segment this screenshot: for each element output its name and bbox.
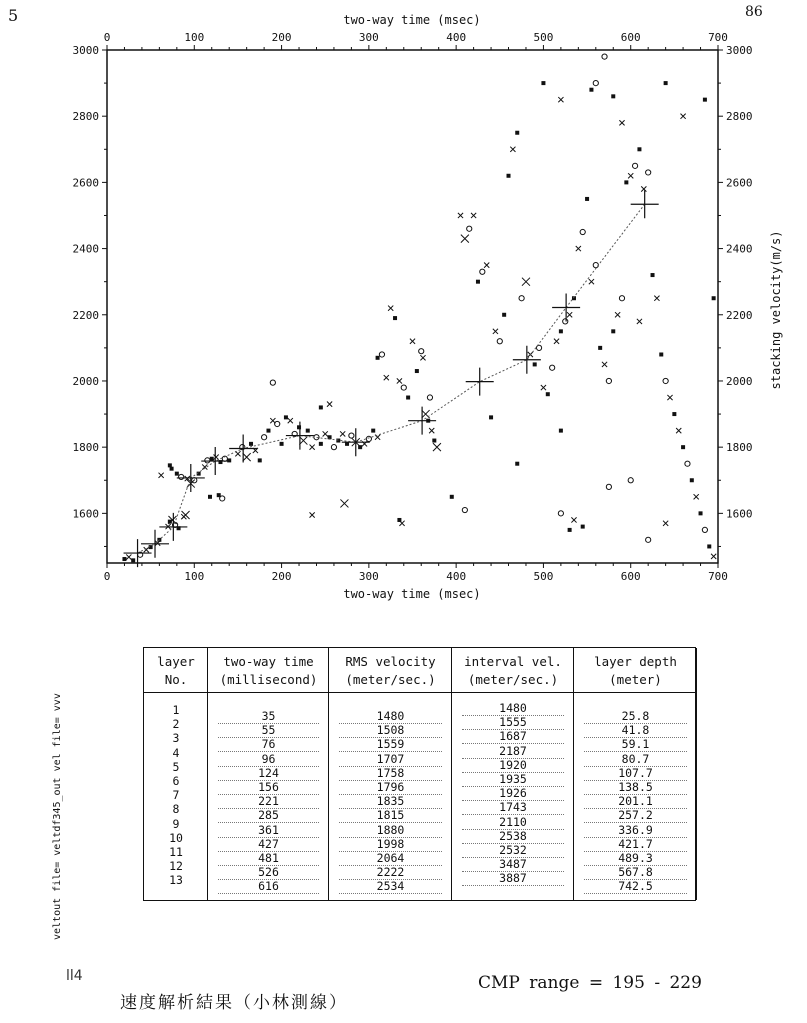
table-cell: 361: [258, 822, 279, 837]
scatter-point: [598, 346, 602, 350]
table-cell: 138.5: [618, 780, 653, 794]
scatter-point: [429, 428, 434, 433]
table-cell: 156: [258, 780, 279, 794]
table-cell: 1758: [376, 765, 405, 780]
table-cell: 2064: [376, 851, 405, 865]
x-tick-label-bottom: 200: [271, 570, 292, 583]
x-tick-label-bottom: 700: [708, 570, 728, 583]
table-cell: 1559: [376, 737, 405, 752]
table-cell: 1926: [499, 786, 527, 801]
x-tick-label-top: 600: [620, 31, 641, 44]
table-cell: 489.3: [618, 851, 653, 865]
table-cell: 25.8: [621, 709, 650, 723]
scatter-point: [214, 454, 219, 459]
table-row-leader: [584, 893, 687, 894]
scatter-point: [502, 313, 506, 317]
scatter-point: [541, 385, 546, 390]
scatter-point: [619, 120, 624, 125]
column-header-line1: RMS velocity: [345, 654, 436, 669]
table-cell: 1920: [499, 757, 527, 772]
scatter-point: [471, 213, 476, 218]
table-cell: 2534: [376, 879, 405, 894]
picked-velocity-marker: [631, 190, 659, 218]
y-tick-label-right: 3000: [726, 44, 753, 57]
scatter-point: [558, 97, 563, 102]
scatter-point: [567, 312, 572, 317]
scatter-point: [571, 517, 576, 522]
scatter-point: [646, 537, 651, 542]
scatter-point: [310, 445, 315, 450]
scatter-point: [507, 174, 511, 178]
scatter-point: [637, 319, 642, 324]
plot-frame: [107, 50, 718, 563]
picked-velocity-marker: [513, 346, 541, 374]
y-tick-label-right: 1600: [726, 507, 753, 521]
scatter-point: [672, 412, 676, 416]
table-cell: 1743: [499, 800, 527, 815]
y-tick-label-left: 1600: [72, 507, 99, 521]
column-header-line2: (meter): [609, 672, 662, 687]
scatter-point: [319, 405, 323, 409]
table-cell: 124: [258, 765, 279, 780]
scatter-point: [220, 496, 225, 501]
scatter-point: [384, 375, 389, 380]
scatter-point: [581, 525, 585, 529]
scatter-point: [388, 306, 393, 311]
scatter-point: [559, 329, 563, 333]
scatter-point: [628, 173, 633, 178]
table-cell: 2187: [499, 743, 527, 758]
scatter-point: [659, 352, 663, 356]
scatter-point: [476, 280, 480, 284]
scatter-point: [515, 462, 519, 466]
scatter-point: [493, 329, 498, 334]
scatter-point: [340, 431, 345, 436]
scatter-point: [663, 378, 668, 383]
y-axis-label-right: stacking velocity(m/s): [769, 230, 783, 390]
scatter-point: [576, 246, 581, 251]
scatter-point: [340, 499, 348, 507]
column-header-line2: No.: [164, 672, 188, 687]
scatter-point: [711, 554, 716, 559]
scatter-point: [461, 235, 469, 243]
scatter-point: [707, 544, 711, 548]
column-header-line1: two-way time: [223, 654, 314, 669]
scatter-point: [541, 81, 545, 85]
scatter-point: [288, 418, 293, 423]
column-header-line2: (meter/sec.): [467, 672, 559, 687]
x-tick-label-top: 700: [708, 31, 728, 44]
x-tick-label-bottom: 100: [184, 570, 205, 583]
table-cell: 1480: [376, 709, 405, 723]
table-cell: 285: [258, 808, 279, 823]
scatter-point: [284, 415, 288, 419]
table-cell: 7: [172, 788, 180, 803]
x-tick-label-bottom: 500: [533, 570, 554, 583]
table-cell: 5: [172, 759, 180, 774]
y-tick-label-left: 3000: [72, 44, 99, 57]
table-cell: 1: [172, 703, 180, 717]
table-cell: 13: [169, 873, 183, 888]
scatter-point: [349, 433, 354, 438]
scatter-point: [563, 319, 568, 324]
scatter-point: [611, 94, 615, 98]
scatter-point: [558, 511, 563, 516]
table-cell: 2532: [499, 843, 527, 857]
scatter-point: [637, 147, 641, 151]
scatter-point: [249, 442, 253, 446]
table-cell: 2: [172, 717, 180, 732]
scatter-point: [593, 80, 598, 85]
scatter-point: [393, 316, 397, 320]
scatter-point: [314, 435, 319, 440]
x-tick-label-bottom: 0: [103, 570, 111, 583]
table-cell: 41.8: [621, 723, 650, 738]
x-tick-label-top: 0: [103, 31, 111, 44]
side-file-label: veltout file= veltdf345_out vel file= vvv: [52, 693, 63, 940]
handwritten-mark: ll4: [66, 968, 83, 984]
y-tick-label-left: 2400: [72, 242, 99, 256]
scatter-point: [258, 458, 262, 462]
table-cell: 3487: [499, 857, 527, 872]
scatter-point: [606, 378, 611, 383]
table-cell: 1480: [499, 701, 527, 715]
scatter-point: [170, 467, 174, 471]
scatter-point: [619, 296, 624, 301]
y-tick-label-left: 1800: [72, 441, 99, 455]
scatter-point: [699, 511, 703, 515]
table-cell: 567.8: [618, 865, 653, 880]
column-header-line1: layer: [157, 654, 195, 669]
column-header-line1: interval vel.: [464, 654, 562, 669]
scatter-point: [690, 478, 694, 482]
table-cell: 1998: [376, 836, 405, 851]
scatter-point: [366, 436, 371, 441]
scatter-point: [205, 458, 210, 463]
page-number-right: 86: [745, 4, 763, 20]
scatter-point: [144, 547, 149, 552]
scatter-point: [175, 472, 179, 476]
scatter-point: [685, 461, 690, 466]
y-tick-label-left: 2200: [72, 308, 99, 322]
scatter-point: [319, 442, 323, 446]
scatter-point: [667, 395, 672, 400]
scatter-point: [280, 442, 284, 446]
scatter-point: [266, 429, 270, 433]
table-cell: 59.1: [621, 737, 650, 752]
scatter-point: [522, 278, 530, 286]
scatter-point: [702, 527, 707, 532]
picked-velocity-marker: [466, 368, 494, 396]
column-header-line2: (meter/sec.): [345, 672, 436, 687]
scatter-point: [415, 369, 419, 373]
scatter-point: [410, 339, 415, 344]
x-axis-label-top: two-way time (msec): [343, 13, 481, 27]
scatter-point: [371, 429, 375, 433]
scatter-point: [680, 114, 685, 119]
table-cell: 336.9: [618, 822, 653, 837]
scatter-point: [208, 495, 212, 499]
scatter-point: [589, 279, 594, 284]
scatter-point: [270, 380, 275, 385]
y-tick-label-right: 2800: [726, 110, 753, 124]
scatter-point: [406, 396, 410, 400]
x-tick-label-bottom: 400: [446, 570, 467, 583]
x-tick-label-bottom: 600: [620, 570, 641, 583]
scatter-point: [484, 263, 489, 268]
scatter-point: [611, 329, 615, 333]
scatter-point: [331, 445, 336, 450]
scatter-point: [651, 273, 655, 277]
scatter-point: [327, 402, 332, 407]
x-tick-label-top: 400: [446, 31, 467, 44]
table-cell: 2222: [376, 865, 405, 880]
caption-chinese: 速度解析結果（小林測線）: [120, 993, 348, 1013]
scatter-point: [624, 180, 628, 184]
scatter-point: [615, 312, 620, 317]
scatter-point: [585, 197, 589, 201]
table-cell: 96: [261, 751, 276, 766]
table-cell: 12: [169, 859, 183, 874]
y-tick-label-left: 2800: [72, 110, 99, 124]
picked-velocity-marker: [229, 434, 257, 462]
scatter-point: [703, 98, 707, 102]
scatter-point: [427, 395, 432, 400]
scatter-point: [602, 54, 607, 59]
velocity-table: [143, 647, 696, 901]
table-cell: 257.2: [618, 808, 653, 823]
table-cell: 76: [261, 737, 276, 752]
scatter-point: [602, 362, 607, 367]
scatter-point: [462, 507, 467, 512]
scatter-point: [519, 296, 524, 301]
scatter-point: [227, 458, 231, 462]
table-cell: 3887: [499, 871, 527, 886]
scatter-point: [580, 229, 585, 234]
scatter-point: [664, 81, 668, 85]
scatter-point: [533, 362, 537, 366]
picked-velocity-line: [138, 204, 645, 553]
scatter-point: [179, 474, 184, 479]
x-tick-label-top: 200: [271, 31, 292, 44]
scatter-point: [712, 296, 716, 300]
scatter-point: [159, 473, 164, 478]
x-tick-label-bottom: 300: [358, 570, 379, 583]
table-cell: 2110: [499, 814, 527, 829]
table-cell: 421.7: [618, 836, 653, 851]
x-tick-label-top: 300: [358, 31, 379, 44]
table-cell: 8: [172, 802, 180, 817]
table-cell: 35: [261, 709, 276, 723]
table-cell: 80.7: [621, 751, 650, 766]
x-tick-label-top: 100: [184, 31, 205, 44]
scatter-point: [397, 378, 402, 383]
scatter-point: [419, 349, 424, 354]
table-row-leader: [462, 885, 564, 886]
scatter-point: [515, 131, 519, 135]
table-cell: 1555: [499, 715, 527, 730]
table-cell: 2538: [499, 828, 527, 843]
scatter-point: [663, 521, 668, 526]
y-tick-label-left: 2600: [72, 176, 99, 190]
scatter-point: [310, 512, 315, 517]
table-cell: 6: [172, 774, 180, 788]
scatter-point: [126, 554, 131, 559]
scatter-point: [243, 453, 251, 461]
scatter-point: [262, 435, 267, 440]
table-cell: 107.7: [618, 765, 653, 780]
scatter-point: [654, 296, 659, 301]
table-cell: 1796: [376, 780, 405, 794]
scatter-point: [131, 558, 135, 562]
scatter-point: [646, 170, 651, 175]
scatter-point: [676, 428, 681, 433]
scatter-point: [497, 339, 502, 344]
table-cell: 1707: [376, 751, 405, 766]
scatter-point: [401, 385, 406, 390]
scatter-point: [628, 478, 633, 483]
scatter-point: [458, 213, 463, 218]
scatter-point: [379, 352, 384, 357]
scatter-point: [306, 429, 310, 433]
y-tick-label-left: 2000: [72, 374, 99, 388]
scatter-point: [210, 457, 214, 461]
scatter-point: [299, 437, 307, 445]
scatter-point: [433, 443, 441, 451]
scatter-point: [376, 356, 380, 360]
table-cell: 201.1: [618, 794, 653, 809]
scatter-point: [536, 345, 541, 350]
scatter-point: [694, 494, 699, 499]
table-cell: 616: [258, 879, 279, 894]
column-header-line2: (millisecond): [219, 672, 318, 687]
scatter-point: [681, 445, 685, 449]
scatter-point: [632, 163, 637, 168]
table-cell: 1508: [376, 723, 405, 738]
scatter-point: [593, 263, 598, 268]
table-cell: 1880: [376, 822, 405, 837]
column-header-line1: layer depth: [594, 654, 677, 669]
scatter-point: [480, 269, 485, 274]
y-tick-label-right: 2200: [726, 308, 753, 322]
scatter-point: [399, 521, 404, 526]
scatter-point: [568, 528, 572, 532]
scatter-point: [559, 429, 563, 433]
picked-velocity-marker: [201, 447, 229, 475]
table-cell: 4: [172, 745, 180, 760]
scatter-point: [589, 88, 593, 92]
y-tick-label-right: 1800: [726, 441, 753, 455]
table-row-leader: [339, 893, 442, 894]
table-cell: 3: [172, 731, 180, 746]
scatter-point: [550, 365, 555, 370]
table-cell: 55: [261, 723, 276, 738]
scatter-point: [467, 226, 472, 231]
table-cell: 481: [258, 851, 279, 865]
scatter-point: [432, 439, 436, 443]
scatter-point: [606, 484, 611, 489]
table-cell: 526: [258, 865, 279, 880]
scatter-point: [489, 415, 493, 419]
scatter-point: [420, 355, 425, 360]
table-cell: 9: [172, 816, 180, 831]
y-tick-label-right: 2600: [726, 176, 753, 190]
table-cell: 1835: [376, 794, 405, 809]
scatter-point: [122, 557, 126, 561]
scatter-point: [546, 392, 550, 396]
scatter-point: [641, 186, 646, 191]
y-tick-label-right: 2400: [726, 242, 753, 256]
table-cell: 427: [258, 836, 279, 851]
table-cell: 1935: [499, 772, 527, 786]
scatter-point: [450, 495, 454, 499]
scatter-point: [275, 421, 280, 426]
table-cell: 1815: [376, 808, 405, 823]
page-number-left: 5: [8, 6, 19, 25]
scatter-point: [358, 445, 362, 449]
scatter-point: [554, 339, 559, 344]
picked-velocity-marker: [342, 428, 370, 456]
scatter-point: [510, 147, 515, 152]
y-tick-label-right: 2000: [726, 374, 753, 388]
table-cell: 11: [169, 845, 183, 859]
table-row-leader: [218, 893, 319, 894]
table-cell: 221: [258, 794, 279, 809]
scatter-point: [323, 431, 328, 436]
cmp-range-label: CMP range = 195 - 229: [478, 973, 702, 993]
table-cell: 742.5: [618, 879, 653, 894]
x-tick-label-top: 500: [533, 31, 554, 44]
x-axis-label-bottom: two-way time (msec): [343, 587, 481, 601]
table-cell: 1687: [499, 729, 527, 744]
picked-velocity-marker: [177, 464, 205, 492]
table-cell: 10: [169, 830, 183, 845]
